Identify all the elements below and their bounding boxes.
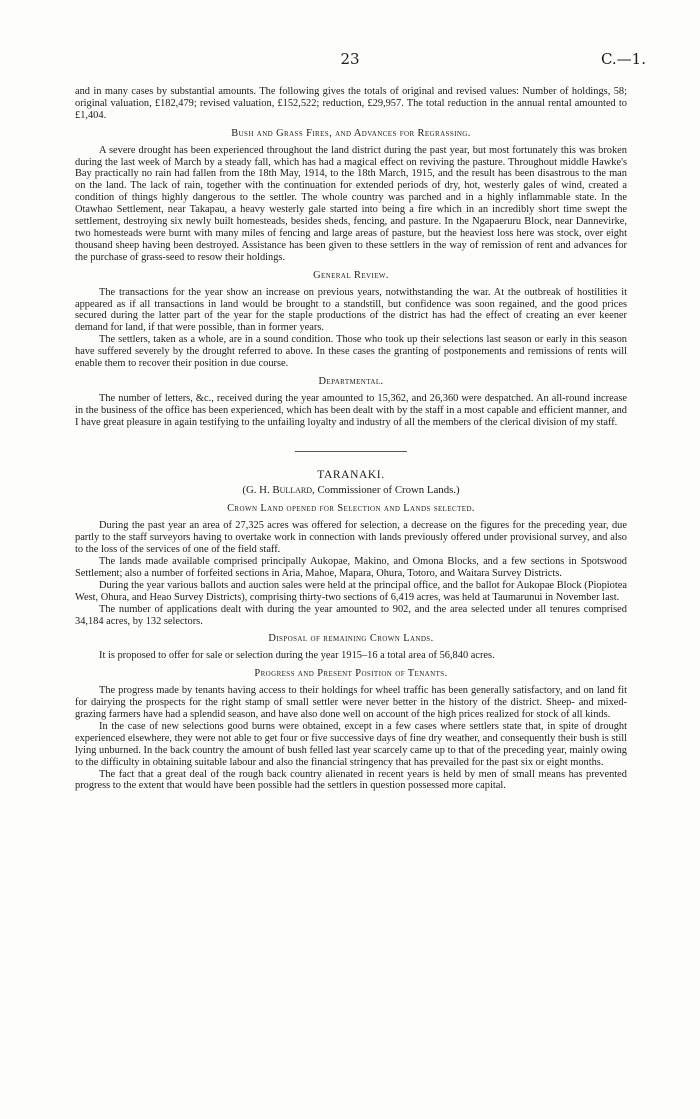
author-role: Commissioner of Crown Lands.) <box>317 484 460 497</box>
progress-paragraph-2: In the case of new selections good burns were obtained, except in a few cases where settlers state that, in spite of drought experienced elsewhere, they were not able to get four or five successive days of fine dry weather, and consequently their bush is still lying unburned. In the back country the amount of bush felled last year scarcely came up to that of the preceding year, mainly owing to the difficulty in obtaining suitable labour and also the financial stringency that has prevailed for the past six or eight months. <box>75 720 627 768</box>
disposal-paragraph: It is proposed to offer for sale or selection during the year 1915–16 a total area of 56,840 acres. <box>99 650 495 662</box>
heading-progress: Progress and Present Position of Tenants. <box>254 668 448 680</box>
progress-paragraph-1: The progress made by tenants having access to their holdings for wheel traffic has been generally satisfactory, and on land fit for dairying the prospects for the right stamp of small settler were never better in the history of the district. Sheep- and mixed-grazing farmers have had a splendid season, and have also done well on account of the high prices realized for stock of all kinds. <box>75 685 627 720</box>
intro-paragraph: and in many cases by substantial amounts. The following gives the totals of original and revised values: Number of holdings, 58; original valuation, £182,479; revised valuation, £152,522; reduction, £29,957. The total reduction in the annual rental amounted to £1,404. <box>75 86 627 121</box>
crown-land-paragraph-1: During the past year an area of 27,325 acres was offered for selection, a decrease on the figures for the preceding year, due partly to the staff surveyors having to overtake work in connection with lands previously offered under provisional survey, and also to the loss of the services of one of the field staff. <box>75 520 627 556</box>
crown-land-paragraph-3: During the year various ballots and auction sales were held at the principal office, and the ballot for Aukopae Block (Piopiotea West, Ohura, and Heao Survey Districts), comprising thirty-two sections of 6,419 acres, was held at Taumarunui in November last. <box>75 579 627 603</box>
commissioner-line <box>75 485 627 497</box>
section-divider <box>295 451 407 452</box>
document-code: C.—1. <box>600 50 646 68</box>
author-surname: Bullard, <box>272 484 315 497</box>
heading-disposal: Disposal of remaining Crown Lands. <box>268 633 434 645</box>
crown-land-paragraph-2: The lands made available comprised principally Aukopae, Makino, and Omona Blocks, and a few sections in Spotswood Settlement; also a number of forfeited sections in Aria, Mahoe, Mapara, Ohura, Totoro, and Waitara Survey Districts. <box>75 556 627 579</box>
region-title: TARANAKI. <box>317 468 385 481</box>
heading-crown-land: Crown Land opened for Selection and Lands selected. <box>227 503 475 515</box>
heading-general-review: General Review. <box>313 269 389 281</box>
departmental-paragraph: The number of letters, &c., received during the year amounted to 15,362, and 26,360 were despatched. An all-round increase in the business of the office has been experienced, which has been dealt with by the staff in a most capable and efficient manner, and I have great pleasure in again testifying to the unfailing loyalty and industry of all the members of the clerical division of my staff. <box>75 392 627 428</box>
crown-land-paragraph-4: The number of applications dealt with during the year amounted to 902, and the area selected under all tenures comprised 34,184 acres, by 132 selectors. <box>75 603 627 627</box>
document-body <box>75 86 627 792</box>
heading-departmental: Departmental. <box>318 375 384 387</box>
author-initials: (G. H. <box>242 484 270 497</box>
progress-paragraph-3: The fact that a great deal of the rough back country alienated in recent years is held by men of small means has prevented progress to the extent that would have been possible had the settlers in question possessed more capital. <box>75 768 627 792</box>
page-number: 23 <box>340 50 360 68</box>
bush-fires-paragraph: A severe drought has been experienced throughout the land district during the past year, but most fortunately this was broken during the last week of March by a steady fall, which has had a magical effect on reviving the pasture. Throughout middle Hawke's Bay practically no rain had fallen from the 18th May, 1914, to the 18th March, 1915, and the result has been disastrous to the man on the land. The lack of rain, together with the continuation for extended periods of dry, hot, westerly gales of wind, created a condition of things highly dangerous to the settler. The whole country was parched and in a highly inflammable state. In the Otawhao Settlement, near Takapau, a heavy westerly gale started into being a fire which in an incredibly short time swept the settlement, destroying six newly built homesteads, besides sheds, fencing, and pasture. In the Ngapaeruru Block, near Dannevirke, two homesteads were burnt with many miles of fencing and large areas of pasture, but the heaviest loss here was stock, over eight thousand sheep having been destroyed. Assistance has been given to these settlers in the way of remission of rent and advances for the purchase of grass-seed to resow their holdings. <box>75 144 627 263</box>
general-review-paragraph-1: The transactions for the year show an increase on previous years, notwithstanding the war. At the outbreak of hostilities it appeared as if all transactions in land would be brought to a standstill, but confidence was soon regained, and the good prices secured during the latter part of the year for the staple productions of the district has had the effect of creating an ever keener demand for land, if that were possible, than in former years. <box>75 286 627 334</box>
general-review-paragraph-2: The settlers, taken as a whole, are in a sound condition. Those who took up their selections last season or early in this season have suffered severely by the drought referred to above. In these cases the granting of postponements and remissions of rents will enable them to recover their position in due course. <box>75 334 627 370</box>
heading-bush-fires: Bush and Grass Fires, and Advances for Regrassing. <box>231 127 471 139</box>
